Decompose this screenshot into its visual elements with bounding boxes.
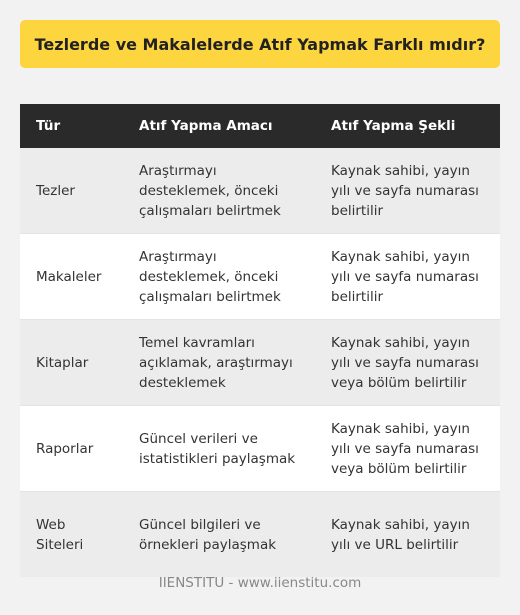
footer-credit: IIENSTITU - www.iienstitu.com [158, 575, 362, 591]
column-header-purpose: Atıf Yapma Amacı [123, 104, 315, 148]
cell-method: Kaynak sahibi, yayın yılı ve sayfa numarası veya bölüm belirtilir [315, 406, 500, 492]
cell-purpose: Güncel bilgileri ve örnekleri paylaşmak [123, 492, 315, 578]
citation-table [20, 104, 500, 577]
page-title: Tezlerde ve Makalelerde Atıf Yapmak Farklı mıdır? [34, 34, 486, 54]
cell-purpose: Araştırmayı desteklemek, önceki çalışmaları belirtmek [123, 234, 315, 320]
table-row [20, 234, 500, 320]
cell-type: Makaleler [20, 234, 123, 320]
cell-method: Kaynak sahibi, yayın yılı ve sayfa numarası veya bölüm belirtilir [315, 320, 500, 406]
cell-purpose: Güncel verileri ve istatistikleri paylaşmak [123, 406, 315, 492]
column-header-method: Atıf Yapma Şekli [315, 104, 500, 148]
cell-method: Kaynak sahibi, yayın yılı ve sayfa numarası belirtilir [315, 148, 500, 234]
cell-type: Tezler [20, 148, 123, 234]
cell-purpose: Temel kavramları açıklamak, araştırmayı desteklemek [123, 320, 315, 406]
cell-method: Kaynak sahibi, yayın yılı ve URL belirtilir [315, 492, 500, 578]
column-header-type: Tür [20, 104, 123, 148]
cell-purpose: Araştırmayı desteklemek, önceki çalışmaları belirtmek [123, 148, 315, 234]
cell-method: Kaynak sahibi, yayın yılı ve sayfa numarası belirtilir [315, 234, 500, 320]
table-row [20, 320, 500, 406]
cell-type: Web Siteleri [20, 492, 123, 578]
table-row [20, 148, 500, 234]
table-row [20, 406, 500, 492]
title-banner [20, 20, 500, 68]
table-header-row [20, 104, 500, 148]
cell-type: Raporlar [20, 406, 123, 492]
cell-type: Kitaplar [20, 320, 123, 406]
table-row [20, 492, 500, 578]
